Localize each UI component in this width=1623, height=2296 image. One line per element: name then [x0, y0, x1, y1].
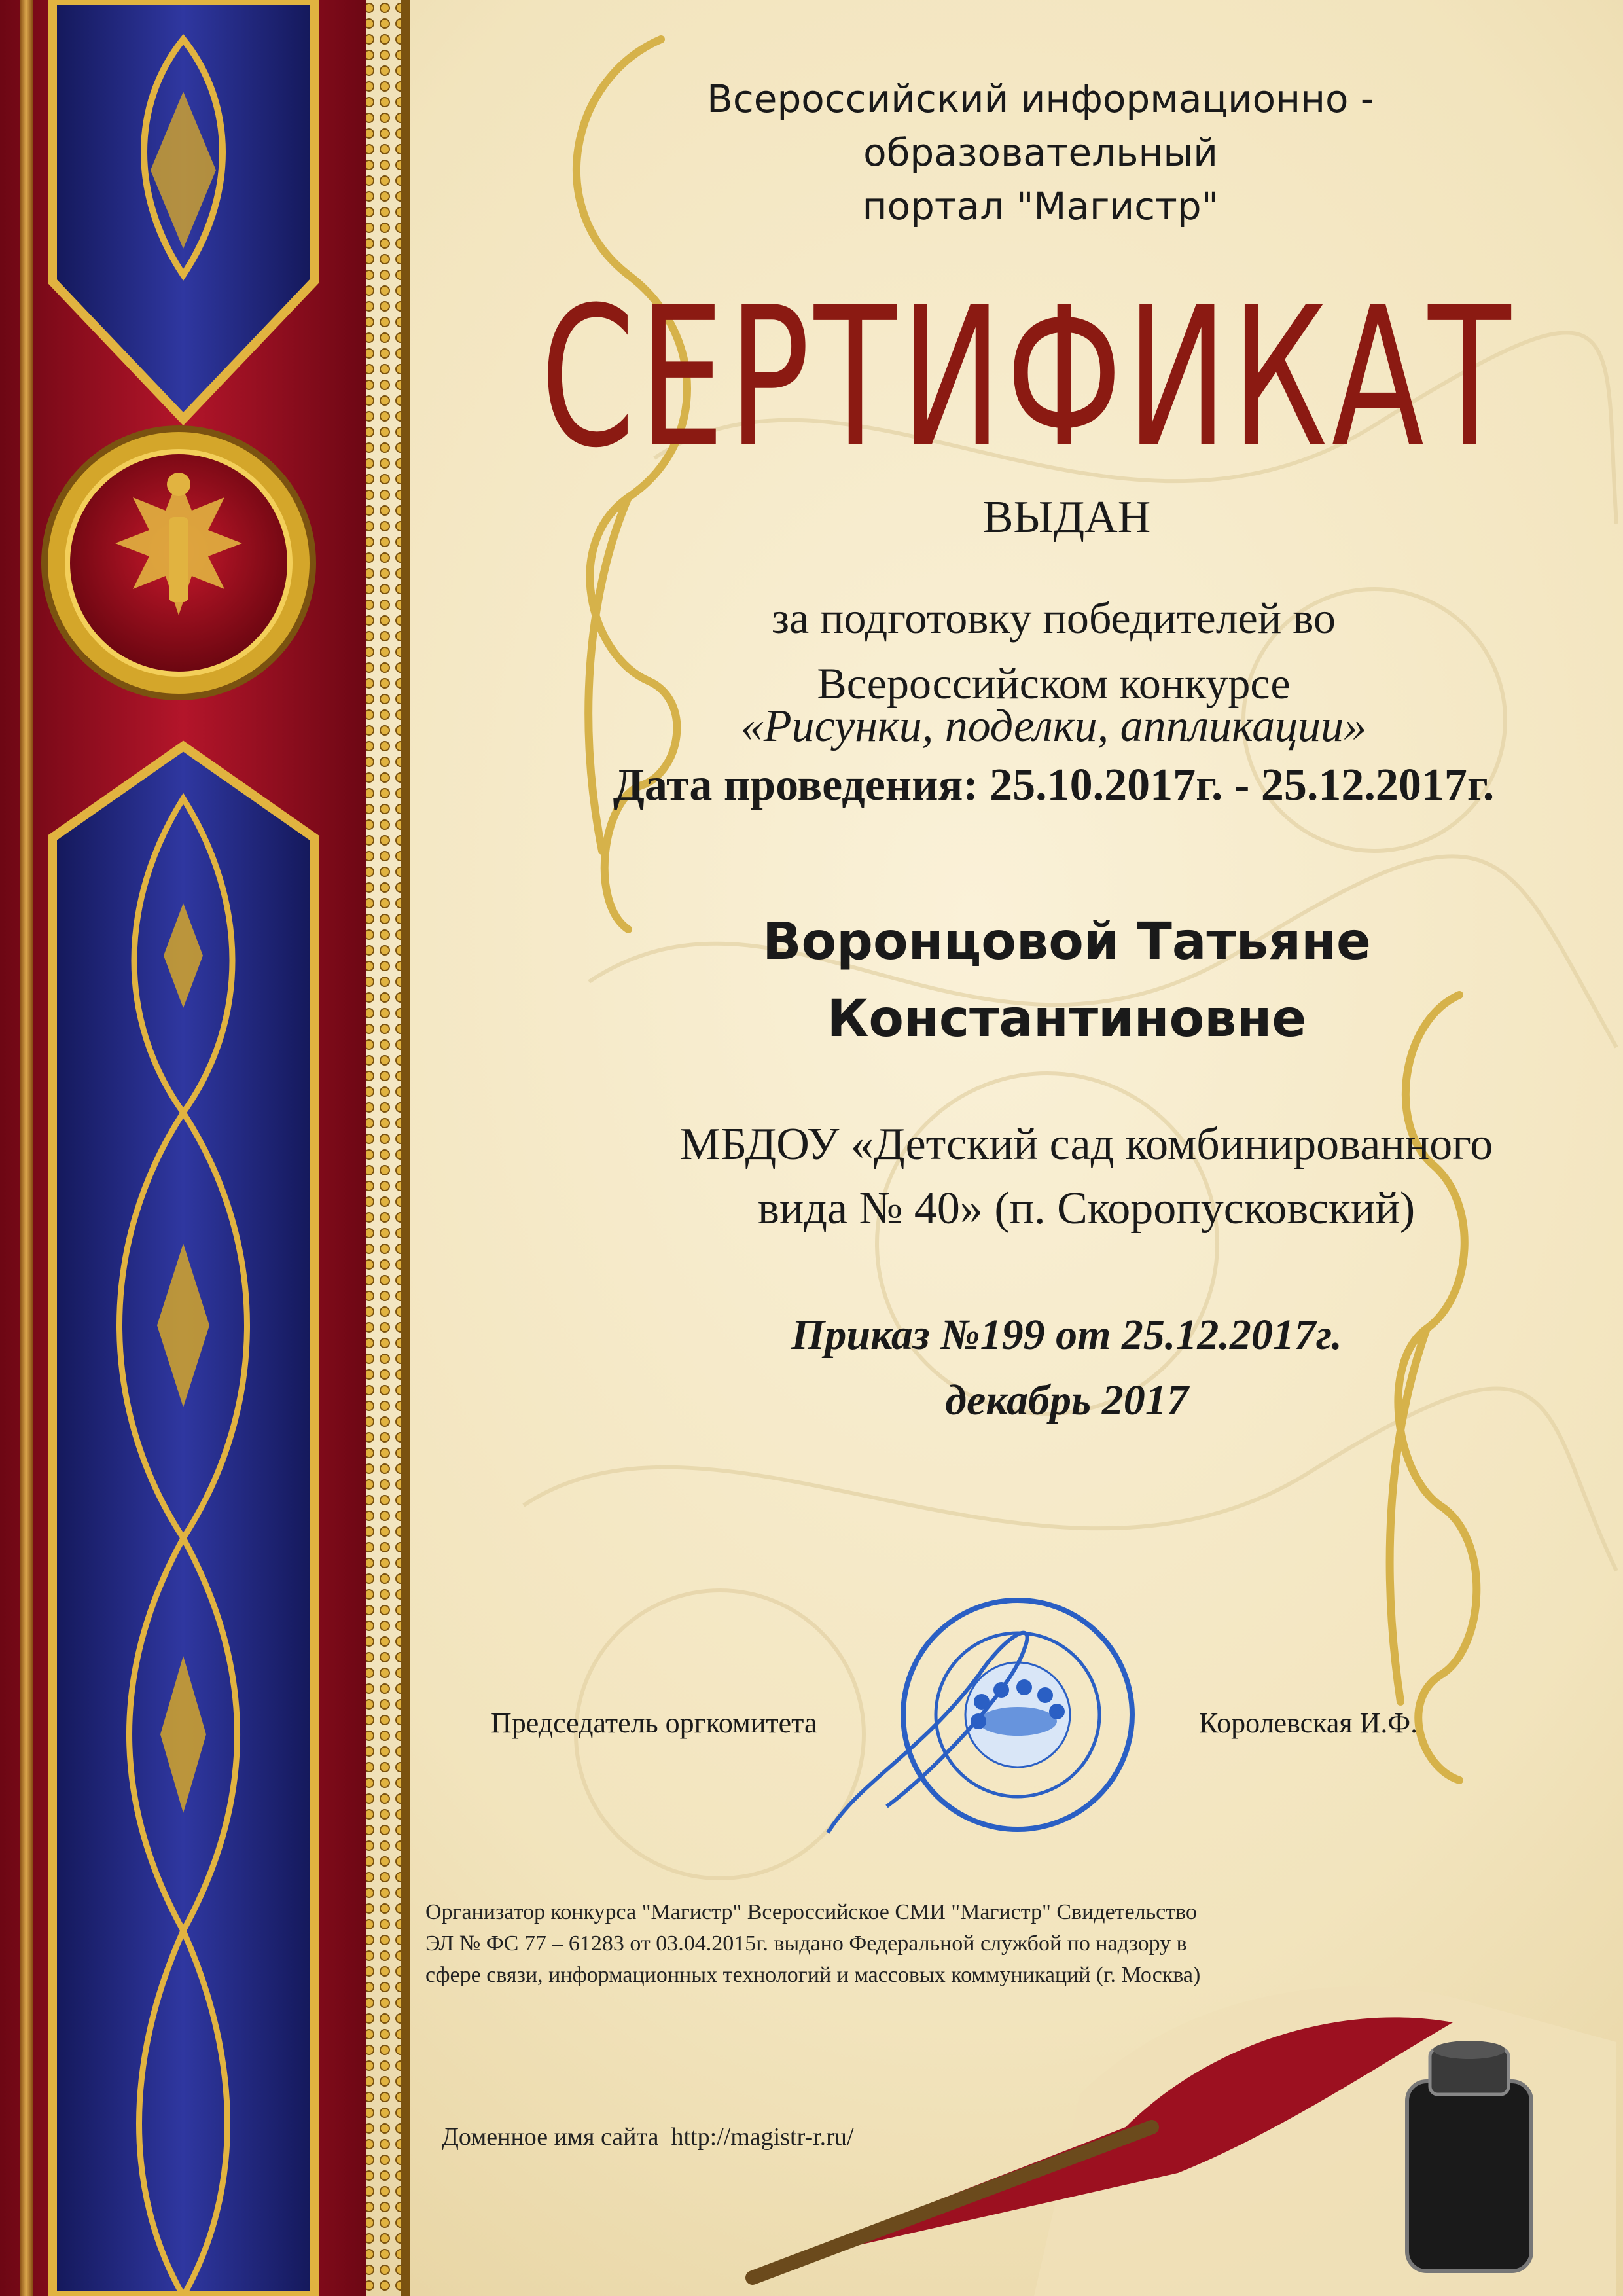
- order-info: [550, 1302, 1584, 1433]
- signature-name: Королевская И.Ф.: [1199, 1707, 1418, 1739]
- contest-name: «Рисунки, поделки, аппликации»: [740, 701, 1367, 751]
- purpose-line-1: за подготовку победителей во: [772, 593, 1336, 643]
- footer-line-1: Организатор конкурса "Магистр" Всероссийское СМИ "Магистр" Свидетельство: [425, 1900, 1197, 1924]
- domain-url[interactable]: http://magistr-r.ru/: [671, 2123, 854, 2151]
- organizer-footer: [425, 1897, 1407, 1991]
- order-line-2: декабрь 2017: [945, 1376, 1188, 1424]
- recipient-line-2: Константиновне: [827, 990, 1307, 1049]
- organization: [524, 1113, 1623, 1241]
- purpose-line-2: Всероссийском конкурсе: [817, 658, 1291, 708]
- portal-line-2: портал "Магистр": [862, 184, 1219, 228]
- domain-label: Доменное имя сайта: [442, 2123, 659, 2151]
- order-line-1: Приказ №199 от 25.12.2017г.: [791, 1311, 1342, 1359]
- issued-label: ВЫДАН: [982, 492, 1151, 543]
- portal-header: [537, 72, 1544, 233]
- certificate-title: СЕРТИФИКАТ: [540, 266, 1515, 491]
- footer-line-2: ЭЛ № ФС 77 – 61283 от 03.04.2015г. выдано Федеральной службой по надзору в: [425, 1931, 1187, 1956]
- footer-line-3: сфере связи, информационных технологий и массовых коммуникаций (г. Москва): [425, 1963, 1201, 1987]
- recipient-line-1: Воронцовой Татьяне: [762, 912, 1371, 971]
- contest-dates: Дата проведения: 25.10.2017г. - 25.12.2017г.: [613, 760, 1495, 810]
- portal-line-1: Всероссийский информационно - образовательный: [707, 77, 1374, 175]
- organization-line-1: МБДОУ «Детский сад комбинированного: [679, 1119, 1493, 1170]
- recipient-name: [550, 903, 1584, 1058]
- domain-info: [442, 2121, 853, 2153]
- signature-role: Председатель оргкомитета: [491, 1707, 817, 1739]
- purpose-text: [524, 576, 1584, 660]
- organization-line-2: вида № 40» (п. Скоропусковский): [757, 1183, 1416, 1234]
